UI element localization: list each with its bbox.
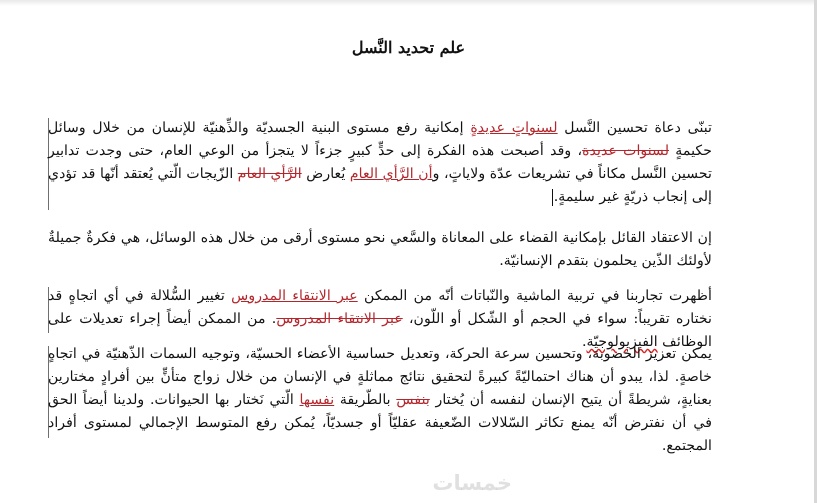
text-run: يُعارض <box>301 166 350 182</box>
paragraph-1[interactable] <box>48 117 712 209</box>
text-run: أظهرت تجاربنا في تربية الماشية والنّباتات أنّه من الممكن <box>357 288 712 304</box>
page-top-shadow <box>0 0 817 6</box>
paragraph-2[interactable] <box>48 227 712 273</box>
document-title: علم تحديد النَّسل <box>351 38 466 57</box>
tracked-insertion[interactable]: لسنواتٍ عديدةٍ <box>470 120 558 136</box>
text-cursor <box>552 189 553 206</box>
text-run: الزّيجات الّتي يُعتقد أنّها قد تؤدي إلى إنجاب ذريّةٍ غير سليمةٍ. <box>48 166 712 205</box>
text-run: الّتي نَختار بها الحيوانات. ولدينا أيضاً الحق في أن نفترض أنّه يمنع تكاثر السّلالات الضّعيفة عقليّاً أو جسديّاً، يُمكن رفع المتوسط الإجمالي لمستوى أفراد المجتمع. <box>48 392 712 454</box>
text-run: . <box>581 334 587 350</box>
watermark-logo: خمسات <box>432 471 512 495</box>
text-run: تبنّى دعاة تحسين النَّسل <box>557 120 712 136</box>
text-run: يمكن تعزيز الخصوبة، وتحسين سرعة الحركة، وتعديل حساسية الأعضاء الحسيّة، وتوجيه السمات الذّهنيّة في اتجاهٍ خاصةٍ. لذا، يبدو أن هناك احتماليّةً كبيرةً لتحقيق نتائج مماثلةٍ في الإنسان من خلال زواج متأنٍّ بين أفرادٍ مختارين بعنايةٍ، شريطةً أن يتيح الإنسان لنفسه أن يُختار <box>48 346 713 408</box>
text-run: . من الممكن أيضاً إجراء تعديلات على الوظائف <box>48 311 712 350</box>
tracked-deletion[interactable]: الرَّأي العام <box>237 166 302 182</box>
text-run: ، وقد أصبحت هذه الفكرة إلى حدٍّ كبيرٍ جزءاً لا يتجزأ من الوعي العام، حتى وجدت تدابير تحسين النَّسل مكاناً في تشريعات عدّة ولاياتٍ، و <box>48 143 712 182</box>
text-run: بالطّريقة <box>334 392 397 408</box>
paragraph-4[interactable] <box>48 343 712 458</box>
tracked-insertion[interactable]: أن الرَّأي العام <box>349 166 433 182</box>
tracked-deletion[interactable]: عبر الانتقاء المدروس <box>276 311 403 327</box>
text-run: تغيير السُّلالة في أي اتجاهٍ قد نختاره تقريباً: سواء في الحجم أو الشّكل أو اللّون، <box>48 288 712 327</box>
spelling-flagged-word[interactable]: الفيزيولوجيّة <box>586 334 658 350</box>
tracked-insertion[interactable]: نفسها <box>299 392 335 408</box>
tracked-deletion[interactable]: لسنوات عديدة <box>582 143 670 159</box>
text-run: إن الاعتقاد القائل بإمكانية القضاء على المعاناة والسَّعي نحو مستوى أرقى من خلال هذه الوسائل، هي فكرةٌ جميلةٌ لأولئك الذّين يحلمون بتقدم الإنسانيّة. <box>48 230 712 269</box>
tracked-deletion[interactable]: بنفس <box>396 392 430 408</box>
tracked-insertion[interactable]: عبر الانتقاء المدروس <box>231 288 358 304</box>
text-run: إمكانية رفع مستوى البنية الجسديّة والذِّهنيّة للإنسان من خلال وسائل حكيمةٍ <box>48 120 713 159</box>
